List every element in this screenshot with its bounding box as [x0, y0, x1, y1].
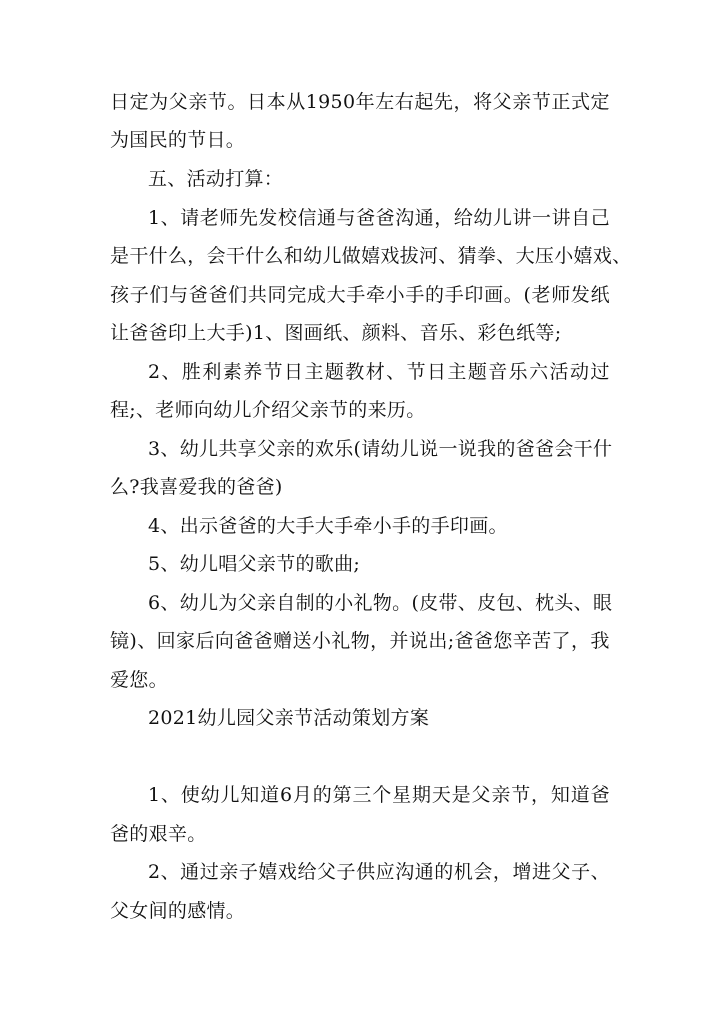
paragraph-line: 5、幼儿唱父亲节的歌曲; — [148, 553, 361, 575]
paragraph-line: 4、出示爸爸的大手大手牵小手的手印画。 — [148, 515, 508, 537]
paragraph-line: 2 、 胜 利 素 养 节 日 主 题 教 材 、 节 日 主 题 音 乐 六 活 动 过 — [148, 361, 610, 383]
section-heading: 五、活动打算： — [148, 168, 284, 190]
paragraph-line: 爱您。 — [110, 669, 168, 691]
paragraph-line: 1 、 请 老 师 先 发 校 信 通 与 爸 爸 沟 通 ， 给 幼 儿 讲 一 讲 自 己 — [148, 207, 610, 229]
paragraph-line: 爸的艰辛。 — [110, 823, 207, 845]
paragraph-line: 镜 ) 、 回 家 后 向 爸 爸 赠 送 小 礼 物 ， 并 说 出 ; 爸 爸 您 辛 苦 了 ， 我 — [110, 630, 610, 652]
paragraph-line: 程;、老师向幼儿介绍父亲节的来历。 — [110, 399, 426, 421]
paragraph-line: 让爸爸印上大手)1、图画纸、颜料、音乐、彩色纸等; — [110, 322, 562, 344]
paragraph-line: 日 定 为 父 亲 节 。 日 本 从 1950 年 左 右 起 先 ， 将 父 亲 节 正 式 定 — [110, 91, 610, 113]
paragraph-line: 为国民的节日。 — [110, 129, 246, 151]
paragraph-line: 父女间的感情。 — [110, 900, 246, 922]
paragraph-line: 是 干 什 么 ， 会 干 什 么 和 幼 儿 做 嬉 戏 拔 河 、 猜 拳 、 大 压 小 嬉 戏 、 — [110, 245, 632, 267]
paragraph-line: 6 、 幼 儿 为 父 亲 自 制 的 小 礼 物 。 ( 皮 带 、 皮 包 、 枕 头 、 眼 — [148, 592, 613, 614]
document-title: 2021幼儿园父亲节活动策划方案 — [148, 707, 430, 729]
paragraph-line: 2 、 通 过 亲 子 嬉 戏 给 父 子 供 应 沟 通 的 机 会 ， 增 进 父 子 、 — [148, 861, 610, 883]
paragraph-line: 1 、 使 幼 儿 知 道 6 月 的 第 三 个 星 期 天 是 父 亲 节 ， 知 道 爸 — [148, 784, 610, 806]
paragraph-line: 么?我喜爱我的爸爸) — [110, 476, 283, 498]
paragraph-line: 3 、 幼 儿 共 享 父 亲 的 欢 乐 ( 请 幼 儿 说 一 说 我 的 爸 爸 会 干 什 — [148, 438, 613, 460]
paragraph-line: 孩 子 们 与 爸 爸 们 共 同 完 成 大 手 牵 小 手 的 手 印 画 。 ( 老 师 发 纸 — [110, 284, 610, 306]
